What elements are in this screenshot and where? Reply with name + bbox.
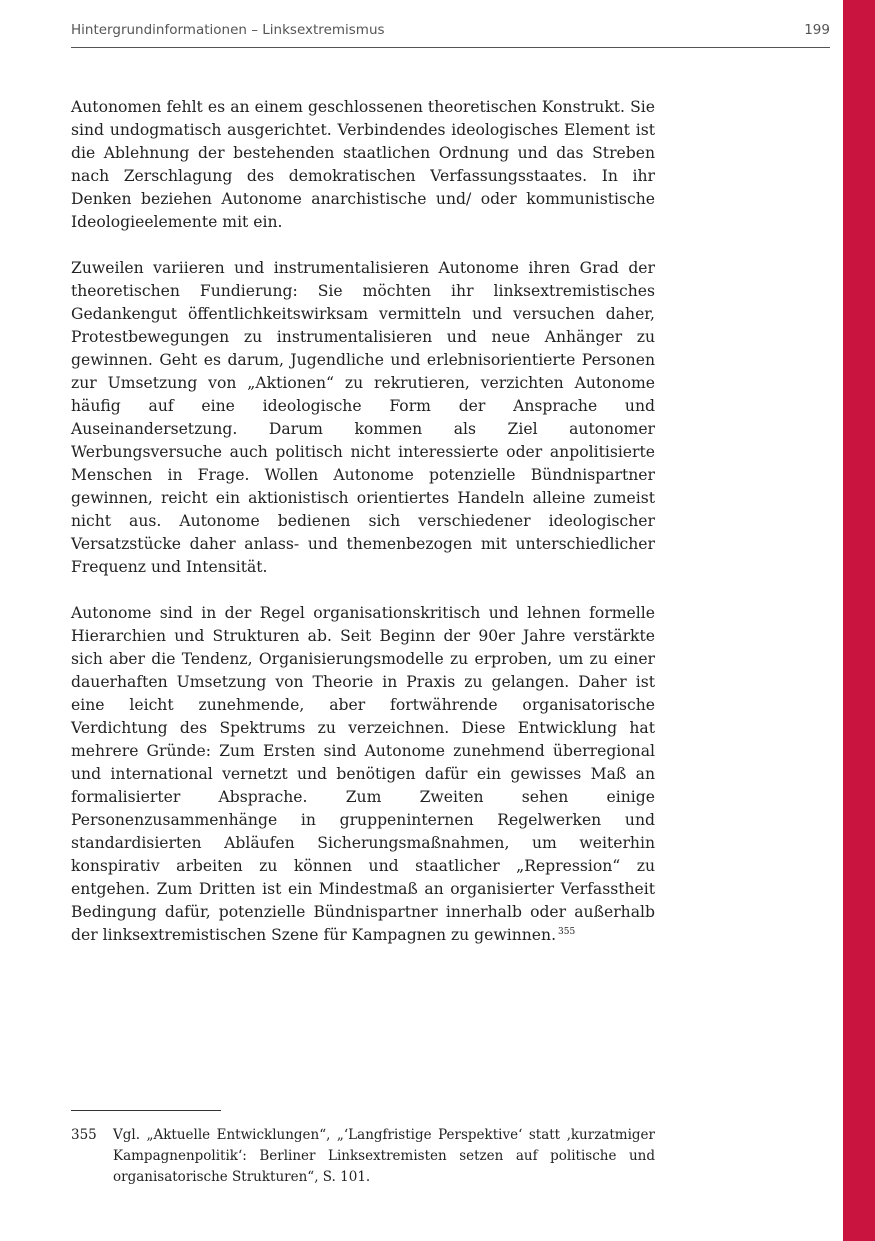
footnote-number: 355	[71, 1127, 97, 1143]
accent-side-bar	[843, 0, 875, 1241]
paragraph-2: Zuweilen variieren und instrumentalisieren Autonome ihren Grad der theoretischen Fundierung: Sie möchten ihr linksextremistisches Gedankengut öffentlichkeitswirksam vermitteln und versuchen daher, Protestbewegungen zu instrumentalisieren und neue Anhänger zu gewinnen. Geht es darum, Jugendliche und erlebnisorientierte Personen zur Umsetzung von „Aktionen“ zu rekrutieren, verzichten Autonome häufig auf eine ideologische Form der Ansprache und Auseinandersetzung. Darum kommen als Ziel autonomer Werbungsversuche auch politisch nicht interessierte oder anpolitisierte Menschen in Frage. Wollen Autonome potenzielle Bündnispartner gewinnen, reicht ein aktionistisch orientiertes Handeln alleine zumeist nicht aus. Autonome bedienen sich verschiedener ideologischer Versatzstücke daher anlass- und themenbezogen mit unterschiedlicher Frequenz und Intensität.	[71, 259, 655, 576]
footnote-divider	[71, 1110, 221, 1111]
header-title: Hintergrundinformationen – Linksextremismus	[71, 22, 385, 38]
paragraph-3-text: Autonome sind in der Regel organisationskritisch und lehnen formelle Hierarchien und Strukturen ab. Seit Beginn der 90er Jahre verstärkte sich aber die Tendenz, Organisierungsmodelle zu erproben, um zu einer dauerhaften Umsetzung von Theorie in Praxis zu gelangen. Daher ist eine leicht zunehmende, aber fortwährende organisatorische Verdichtung des Spektrums zu verzeichnen. Diese Entwicklung hat mehrere Gründe: Zum Ersten sind Autonome zunehmend überregional und international vernetzt und benötigen dafür ein gewisses Maß an formalisierter Absprache. Zum Zweiten sehen einige Personenzusammenhänge in gruppeninternen Regelwerken und standardisierten Abläufen Sicherungsmaßnahmen, um weiterhin konspirativ arbeiten zu können und staatlicher „Repression“ zu entgehen. Zum Dritten ist ein Mindestmaß an organisierter Verfasstheit Bedingung dafür, potenzielle Bündnispartner innerhalb oder außerhalb der linksextremistischen Szene für Kampagnen zu gewinnen.	[71, 604, 655, 944]
paragraph-1: Autonomen fehlt es an einem geschlossenen theoretischen Konstrukt. Sie sind undogmatisch ausgerichtet. Verbindendes ideologisches Element ist die Ablehnung der bestehenden staatlichen Ordnung und das Streben nach Zerschlagung des demokratischen Verfassungsstaates. In ihr Denken beziehen Autonome anarchistische und/ oder kommunistische Ideologieelemente mit ein.	[71, 98, 655, 231]
footnote-reference[interactable]: 355	[558, 926, 576, 937]
page-number: 199	[804, 22, 830, 38]
paragraph-3	[71, 602, 655, 947]
footnote	[71, 1125, 655, 1188]
footnote-text: Vgl. „Aktuelle Entwicklungen“, „‘Langfristige Perspektive‘ statt ‚kurzatmiger Kampagnenpolitik‘: Berliner Linksextremisten setzen auf politische und organisatorische Strukturen“, S. 101.	[113, 1127, 655, 1185]
main-text	[71, 96, 655, 970]
running-header	[71, 22, 830, 48]
